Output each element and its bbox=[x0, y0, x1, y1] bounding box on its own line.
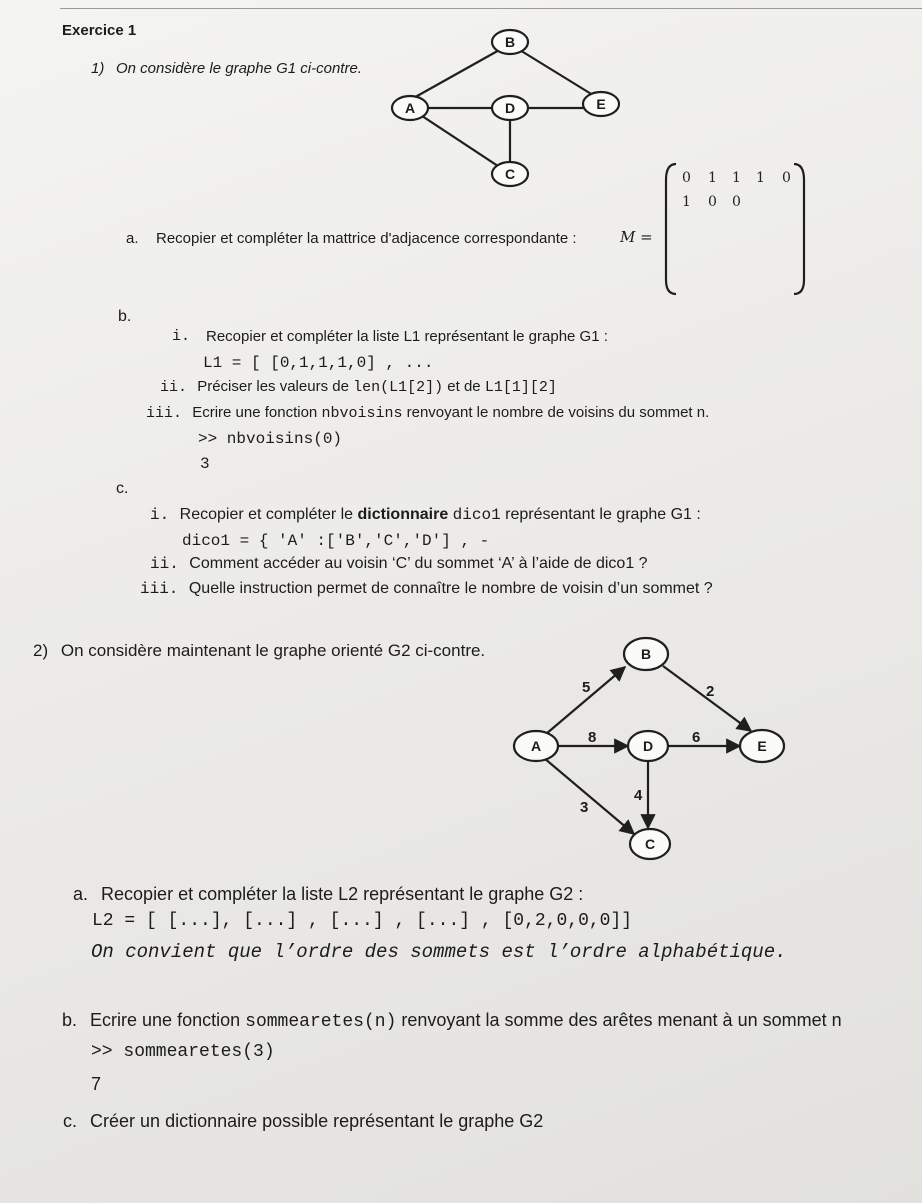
part2-c-line bbox=[63, 1111, 543, 1132]
part1-number: 1) bbox=[91, 60, 105, 77]
part1-a-text: Recopier et compléter la mattrice d'adjacence correspondante : bbox=[156, 230, 577, 247]
matrix-r2-c1: 1 bbox=[682, 194, 691, 210]
matrix-label: M = bbox=[620, 228, 653, 246]
part1-c-ii-text: Comment accéder au voisin ‘C’ du sommet ‘A’ à l’aide de dico1 ? bbox=[189, 555, 648, 572]
part2-c-marker: c. bbox=[63, 1111, 78, 1131]
part2-b-text-end: renvoyant la somme des arêtes menant à un sommet n bbox=[401, 1010, 842, 1030]
part1-b-iii-code: nbvoisins bbox=[321, 405, 403, 422]
part2-b-example-call: >> sommearetes(3) bbox=[91, 1042, 275, 1062]
g2-weight-a-b: 5 bbox=[582, 679, 591, 696]
part1-c-iii-line bbox=[140, 580, 713, 598]
part1-c-i-line bbox=[150, 506, 701, 524]
graph-g2 bbox=[500, 630, 800, 870]
g1-node-d bbox=[492, 96, 528, 120]
part1-b-iii-marker: iii. bbox=[146, 405, 183, 422]
part1-c-i-marker: i. bbox=[150, 506, 170, 524]
g1-node-b bbox=[492, 30, 528, 54]
g2-edge-a-b bbox=[546, 667, 625, 734]
part1-b-ii-line bbox=[160, 378, 557, 396]
part1-b-ii-code1: len(L1[2]) bbox=[353, 379, 444, 396]
part1-b-ii-marker: ii. bbox=[160, 379, 188, 396]
part1-b-iii-line bbox=[146, 404, 709, 422]
g2-node-d-label: D bbox=[642, 738, 654, 754]
g1-node-c-label: C bbox=[504, 166, 516, 182]
part2-intro: On considère maintenant le graphe orienté G2 ci-contre. bbox=[60, 641, 486, 660]
part1-c-i-text-start: Recopier et compléter le bbox=[179, 506, 354, 523]
part1-c-i-dict: dico1 = { 'A' :['B','C','D'] , - bbox=[182, 532, 490, 550]
g2-edge-a-c bbox=[544, 758, 634, 834]
g1-node-c bbox=[492, 162, 528, 186]
part2-number: 2) bbox=[33, 641, 49, 660]
part1-b-example-result: 3 bbox=[200, 455, 210, 473]
g1-edge-b-e bbox=[510, 44, 601, 100]
g2-node-c bbox=[630, 829, 670, 859]
top-rule bbox=[60, 8, 922, 9]
part1-b-example-call: >> nbvoisins(0) bbox=[198, 430, 343, 448]
part1-c-ii-marker: ii. bbox=[150, 555, 179, 573]
matrix-r1-c4: 1 bbox=[756, 170, 765, 186]
part2-a-code: L2 = [ [...], [...] , [...] , [...] , [0,2,0,0,0]] bbox=[92, 911, 633, 931]
adjacency-matrix bbox=[662, 160, 812, 300]
matrix-r2-c2: 0 bbox=[708, 194, 717, 210]
g2-weight-a-c: 3 bbox=[580, 799, 589, 816]
part2-b-marker: b. bbox=[62, 1010, 78, 1030]
g2-weight-d-c: 4 bbox=[634, 787, 643, 804]
g1-node-e bbox=[583, 92, 619, 116]
part1-c-i-bold: dictionnaire bbox=[357, 506, 449, 523]
matrix-r2-c3: 0 bbox=[732, 194, 741, 210]
part1-b-ii-code2: L1[1][2] bbox=[484, 379, 557, 396]
part1-c-i-text-end: représentant le graphe G1 : bbox=[505, 506, 701, 523]
part1-c-ii-line bbox=[150, 555, 648, 573]
graph-g1 bbox=[380, 22, 640, 192]
part1-b-i-code: L1 = [ [0,1,1,1,0] , ... bbox=[203, 354, 434, 372]
part1-b-marker: b. bbox=[118, 308, 132, 325]
part1-b-i-text: Recopier et compléter la liste L1 représentant le graphe G1 : bbox=[206, 328, 608, 345]
part1-c-iii-text: Quelle instruction permet de connaître le nombre de voisin d’un sommet ? bbox=[188, 580, 713, 597]
part1-b-ii-text-start: Préciser les valeurs de bbox=[197, 378, 349, 395]
g1-edge-a-b bbox=[410, 44, 510, 100]
part2-a-marker: a. bbox=[73, 884, 89, 904]
g1-edge-a-c bbox=[410, 108, 510, 174]
g1-node-e-label: E bbox=[596, 96, 606, 112]
part1-a-marker: a. bbox=[126, 230, 139, 247]
part1-c-marker: c. bbox=[116, 480, 129, 497]
g1-node-b-label: B bbox=[504, 34, 516, 50]
matrix-r1-c2: 1 bbox=[708, 170, 717, 186]
matrix-r1-c3: 1 bbox=[732, 170, 741, 186]
g2-weight-a-d: 8 bbox=[588, 729, 597, 746]
part2-b-text-start: Ecrire une fonction bbox=[90, 1010, 241, 1030]
part2-b-line bbox=[62, 1010, 842, 1032]
part2-a-line bbox=[73, 884, 583, 905]
g2-weight-b-e: 2 bbox=[706, 683, 715, 700]
g2-node-a bbox=[514, 731, 558, 761]
part2-line bbox=[33, 641, 485, 661]
part1-b-iii-text-start: Ecrire une fonction bbox=[192, 404, 318, 421]
part2-a-text: Recopier et compléter la liste L2 représentant le graphe G2 : bbox=[101, 884, 584, 904]
part1-c-i-code: dico1 bbox=[452, 506, 501, 524]
g1-node-a bbox=[392, 96, 428, 120]
g2-node-a-label: A bbox=[530, 738, 542, 754]
matrix-r1-c1: 0 bbox=[682, 170, 691, 186]
part1-b-i-marker: i. bbox=[172, 328, 191, 345]
g2-node-d bbox=[628, 731, 668, 761]
part2-c-text: Créer un dictionnaire possible représentant le graphe G2 bbox=[90, 1111, 544, 1131]
g1-node-a-label: A bbox=[404, 100, 416, 116]
exercise-title: Exercice 1 bbox=[62, 22, 137, 39]
part2-b-code: sommearetes(n) bbox=[245, 1012, 397, 1032]
g2-node-c-label: C bbox=[644, 836, 656, 852]
g1-node-d-label: D bbox=[504, 100, 516, 116]
g2-node-b-label: B bbox=[640, 646, 652, 662]
g2-node-b bbox=[624, 638, 668, 670]
part2-a-note: On convient que l’ordre des sommets est l’ordre alphabétique. bbox=[91, 941, 787, 963]
part1-b-iii-text-end: renvoyant le nombre de voisins du sommet n. bbox=[406, 404, 710, 421]
part2-b-example-result: 7 bbox=[91, 1074, 102, 1094]
part1-c-iii-marker: iii. bbox=[140, 580, 179, 598]
g2-node-e-label: E bbox=[757, 738, 767, 754]
matrix-r1-c5: 0 bbox=[782, 170, 791, 186]
part1-b-ii-text-mid: et de bbox=[447, 378, 481, 395]
g2-weight-d-e: 6 bbox=[692, 729, 701, 746]
part1-intro: On considère le graphe G1 ci-contre. bbox=[116, 60, 362, 77]
g2-node-e bbox=[740, 730, 784, 762]
